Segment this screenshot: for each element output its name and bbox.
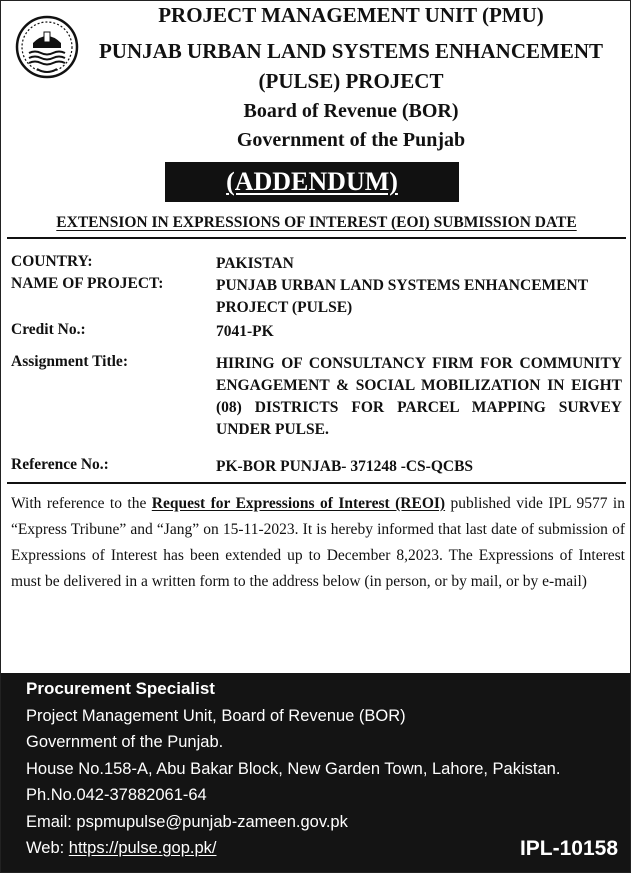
extension-title: EXTENSION IN EXPRESSIONS OF INTEREST (EOI) SUBMISSION DATE (56, 214, 577, 231)
web-label: Web: (26, 839, 69, 857)
assignment-label: Assignment Title: (11, 353, 128, 370)
contact-unit: Project Management Unit, Board of Revenue (BOR) (26, 707, 406, 725)
department-name: Board of Revenue (BOR) (243, 100, 459, 122)
credit-label: Credit No.: (11, 321, 86, 338)
header (1, 1, 631, 161)
ipl-number: IPL-10158 (519, 837, 618, 860)
top-divider (7, 237, 626, 239)
credit-value: 7041-PK (216, 323, 274, 340)
contact-footer (1, 673, 631, 873)
project-name-line1: PUNJAB URBAN LAND SYSTEMS ENHANCEMENT (98, 39, 604, 63)
addendum-label: (ADDENDUM) (226, 167, 398, 196)
paragraph-intro: With reference to the (11, 495, 152, 512)
contact-phone: Ph.No.042-37882061-64 (26, 786, 207, 804)
unit-name: PROJECT MANAGEMENT UNIT (PMU) (158, 3, 544, 27)
project-name-line2: (PULSE) PROJECT (258, 69, 444, 93)
contact-web (26, 839, 216, 858)
middle-divider (7, 482, 626, 484)
reference-value: PK-BOR PUNJAB- 371248 -CS-QCBS (216, 458, 474, 475)
contact-email: Email: pspmupulse@punjab-zameen.gov.pk (26, 813, 348, 831)
contact-title: Procurement Specialist (26, 679, 215, 698)
reoi-reference: Request for Expressions of Interest (REOI) (151, 495, 446, 512)
government-name: Government of the Punjab (236, 129, 466, 151)
country-label: COUNTRY: (11, 253, 93, 270)
web-link[interactable]: https://pulse.gop.pk/ (68, 839, 217, 857)
paragraph-body: published vide IPL 9577 in “Express Tribune” and “Jang” on 15-11-2023. It is hereby informed that last date of submission of Expressions of Interest has been extended up to December 8,2023. The Expressions of Interest must be delivered in a written form to the address below (in person, or by mail, or by e-mail) (11, 495, 625, 590)
assignment-value: HIRING OF CONSULTANCY FIRM FOR COMMUNITY ENGAGEMENT & SOCIAL MOBILIZATION IN EIGHT (08) DISTRICTS FOR PARCEL MAPPING SURVEY UNDER PULSE. (216, 355, 622, 438)
reference-label: Reference No.: (11, 456, 109, 473)
country-value: PAKISTAN (216, 255, 294, 272)
notice-paragraph (11, 491, 625, 595)
punjab-government-emblem-icon (15, 15, 79, 79)
project-label: NAME OF PROJECT: (11, 275, 164, 292)
contact-address: House No.158-A, Abu Bakar Block, New Garden Town, Lahore, Pakistan. (26, 760, 561, 778)
contact-government: Government of the Punjab. (26, 733, 224, 751)
addendum-banner (165, 162, 459, 202)
project-value: PUNJAB URBAN LAND SYSTEMS ENHANCEMENT PROJECT (PULSE) (216, 277, 588, 316)
